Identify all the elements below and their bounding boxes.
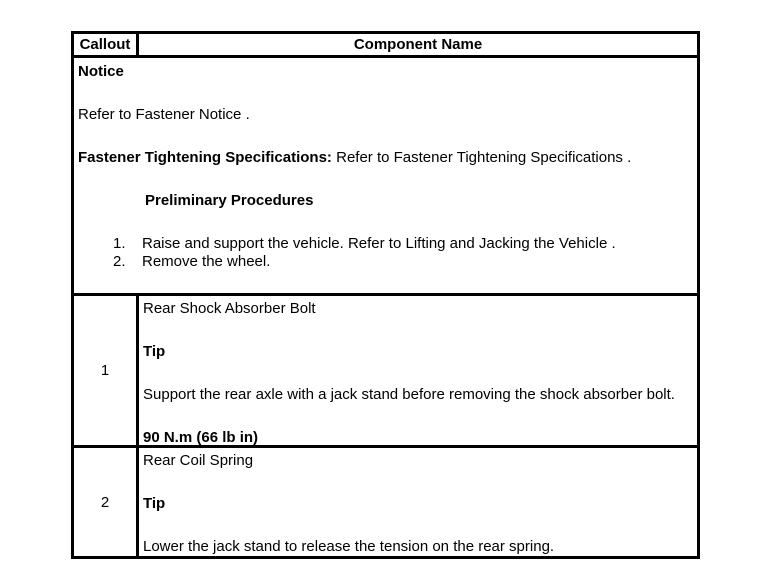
step-text: Raise and support the vehicle. Refer to Lifting and Jacking the Vehicle . bbox=[142, 235, 616, 252]
list-item bbox=[78, 253, 689, 271]
step-text: Remove the wheel. bbox=[142, 253, 271, 270]
component-name-column-header: Component Name bbox=[353, 36, 483, 53]
list-item bbox=[78, 235, 689, 253]
callout-number: 1 bbox=[74, 296, 139, 445]
component-cell bbox=[139, 448, 697, 556]
callout-column-header: Callout bbox=[74, 34, 139, 55]
tip-label: Tip bbox=[143, 495, 166, 512]
component-name: Rear Coil Spring bbox=[143, 452, 254, 469]
step-number: 2. bbox=[113, 253, 126, 270]
fastener-tightening-line bbox=[78, 149, 689, 167]
tip-text: Support the rear axle with a jack stand before removing the shock absorber bolt. bbox=[143, 386, 675, 403]
fastener-tightening-label: Fastener Tightening Specifications: bbox=[78, 149, 332, 166]
table-row bbox=[74, 448, 697, 556]
notice-row bbox=[74, 58, 697, 296]
table-header-row bbox=[74, 34, 697, 58]
table-row bbox=[74, 296, 697, 448]
fastener-tightening-reference: Refer to Fastener Tightening Specifications . bbox=[336, 149, 632, 166]
fastener-notice-reference: Refer to Fastener Notice . bbox=[78, 106, 250, 123]
component-name: Rear Shock Absorber Bolt bbox=[143, 300, 316, 317]
notice-title: Notice bbox=[78, 63, 124, 80]
torque-spec: 90 N.m (66 lb in) bbox=[143, 429, 259, 445]
preliminary-steps-list bbox=[78, 235, 689, 271]
tip-text: Lower the jack stand to release the tension on the rear spring. bbox=[143, 538, 555, 555]
tip-label: Tip bbox=[143, 343, 166, 360]
component-cell bbox=[139, 296, 697, 445]
component-spec-table bbox=[71, 31, 700, 559]
preliminary-procedures-title: Preliminary Procedures bbox=[145, 192, 314, 209]
callout-number: 2 bbox=[74, 448, 139, 556]
step-number: 1. bbox=[113, 235, 126, 252]
